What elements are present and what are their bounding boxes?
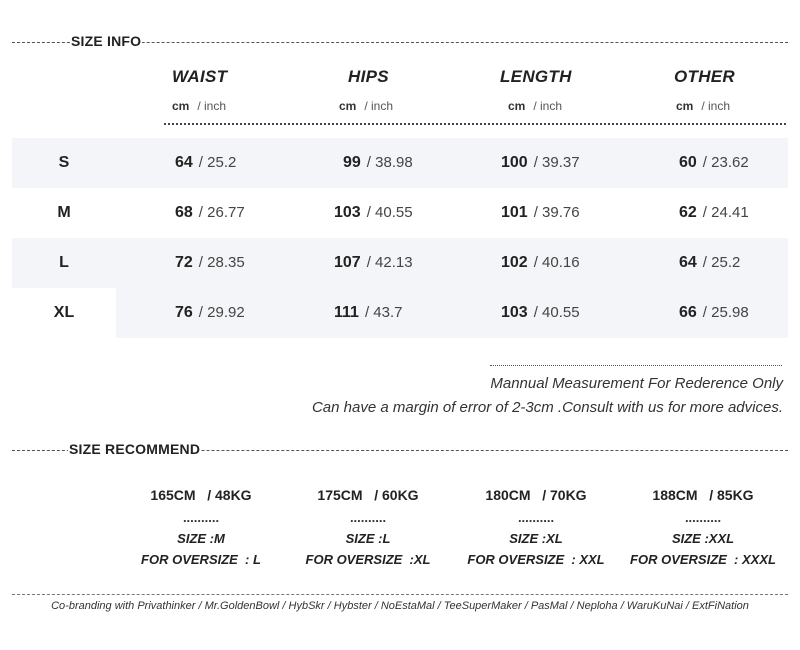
column-length-unit-cm: cm [508, 99, 526, 113]
cell-cm: 102 [501, 254, 528, 271]
cell-hips [334, 288, 402, 338]
row-size-label: M [57, 204, 71, 221]
cell-hips [334, 238, 413, 288]
recommend-oversize: FOR OVERSIZE : L [141, 552, 261, 567]
cell-inch: / 25.2 [702, 254, 741, 271]
cell-cm: 68 [175, 204, 193, 221]
cell-inch: / 43.7 [364, 304, 403, 321]
cell-cm: 103 [501, 304, 528, 321]
cell-waist [175, 138, 236, 188]
row-size-label: L [59, 254, 69, 271]
recommend-dots: .......... [182, 510, 220, 525]
row-size-label: S [58, 154, 70, 171]
column-hips-unit-cm: cm [339, 99, 357, 113]
cell-cm: 62 [679, 204, 697, 221]
size-info-title: SIZE INFO [71, 33, 142, 49]
cell-cm: 103 [334, 204, 361, 221]
recommend-item [283, 487, 453, 567]
column-other-unit-inch: / inch [701, 99, 731, 113]
cell-inch: / 29.92 [198, 304, 245, 321]
recommend-oversize: FOR OVERSIZE : XXXL [630, 552, 776, 567]
footer-divider [12, 594, 788, 595]
cell-inch: / 40.55 [366, 204, 413, 221]
size-recommend-title: SIZE RECOMMEND [69, 441, 201, 457]
cell-cm: 66 [679, 304, 697, 321]
cell-inch: / 42.13 [366, 254, 413, 271]
recommend-height-weight: 180CM / 70KG [485, 487, 587, 503]
cell-inch: / 25.98 [702, 304, 749, 321]
cell-hips [334, 188, 413, 238]
cell-inch: / 28.35 [198, 254, 245, 271]
column-other-unit-cm: cm [676, 99, 694, 113]
recommend-dots: .......... [684, 510, 722, 525]
column-waist [172, 67, 322, 113]
table-row [12, 188, 788, 238]
table-row [12, 238, 788, 288]
table-row [12, 288, 788, 338]
size-recommend-header [12, 440, 788, 460]
cell-waist [175, 238, 245, 288]
column-waist-name: WAIST [172, 67, 228, 86]
cell-cm: 99 [343, 154, 361, 171]
cell-inch: / 38.98 [366, 154, 413, 171]
column-other-name: OTHER [674, 67, 735, 86]
recommend-size: SIZE :L [345, 531, 391, 546]
cell-length [501, 188, 580, 238]
cell-cm: 72 [175, 254, 193, 271]
cell-cm: 101 [501, 204, 528, 221]
row-size-label: XL [12, 288, 116, 338]
recommend-oversize: FOR OVERSIZE :XL [305, 552, 431, 567]
column-waist-unit-cm: cm [172, 99, 190, 113]
cell-other [679, 238, 740, 288]
cell-inch: / 39.37 [533, 154, 580, 171]
recommend-item [116, 487, 286, 567]
cell-inch: / 26.77 [198, 204, 245, 221]
column-hips-name: HIPS [348, 67, 389, 86]
cell-inch: / 25.2 [198, 154, 237, 171]
cell-cm: 100 [501, 154, 528, 171]
cell-cm: 111 [334, 304, 359, 321]
cell-length [501, 288, 580, 338]
cell-inch: / 40.55 [533, 304, 580, 321]
column-hips-unit-inch: / inch [364, 99, 394, 113]
recommend-oversize: FOR OVERSIZE : XXL [467, 552, 605, 567]
table-row [12, 138, 788, 188]
cell-inch: / 24.41 [702, 204, 749, 221]
cell-cm: 64 [679, 254, 697, 271]
cell-other [679, 188, 749, 238]
column-other [674, 67, 800, 113]
recommend-dots: .......... [349, 510, 387, 525]
cell-other [679, 138, 749, 188]
column-length [500, 67, 650, 113]
recommend-size: SIZE :XXL [671, 531, 735, 546]
cell-cm: 60 [679, 154, 697, 171]
cell-inch: / 23.62 [702, 154, 749, 171]
column-length-unit-inch: / inch [533, 99, 563, 113]
column-length-name: LENGTH [500, 67, 572, 86]
measurement-note: Mannual Measurement For Rederence Only [490, 375, 783, 392]
cell-inch: / 39.76 [533, 204, 580, 221]
size-info-header [12, 32, 788, 52]
header-dotted-divider [164, 123, 786, 125]
cell-cm: 64 [175, 154, 193, 171]
column-hips [339, 67, 498, 113]
cell-length [501, 138, 580, 188]
notes-dotted-divider [490, 365, 782, 366]
recommend-item [451, 487, 621, 567]
recommend-item [618, 487, 788, 567]
cell-length [501, 238, 580, 288]
recommend-dots: .......... [517, 510, 555, 525]
cell-waist [175, 188, 245, 238]
column-waist-unit-inch: / inch [197, 99, 227, 113]
cell-waist [175, 288, 245, 338]
cell-hips [343, 138, 413, 188]
margin-error-note: Can have a margin of error of 2-3cm .Consult with us for more advices. [311, 399, 783, 416]
co-branding-credits: Co-branding with Privathinker / Mr.GoldenBowl / HybSkr / Hybster / NoEstaMal / TeeSuperMaker / PasMal / Neploha / WaruKuNai / ExtFiNation [51, 600, 749, 612]
cell-other [679, 288, 749, 338]
cell-inch: / 40.16 [533, 254, 580, 271]
recommend-size: SIZE :XL [509, 531, 563, 546]
recommend-height-weight: 175CM / 60KG [317, 487, 419, 503]
recommend-height-weight: 188CM / 85KG [652, 487, 754, 503]
cell-cm: 76 [175, 304, 193, 321]
recommend-height-weight: 165CM / 48KG [150, 487, 252, 503]
cell-cm: 107 [334, 254, 361, 271]
recommend-size: SIZE :M [177, 531, 225, 546]
